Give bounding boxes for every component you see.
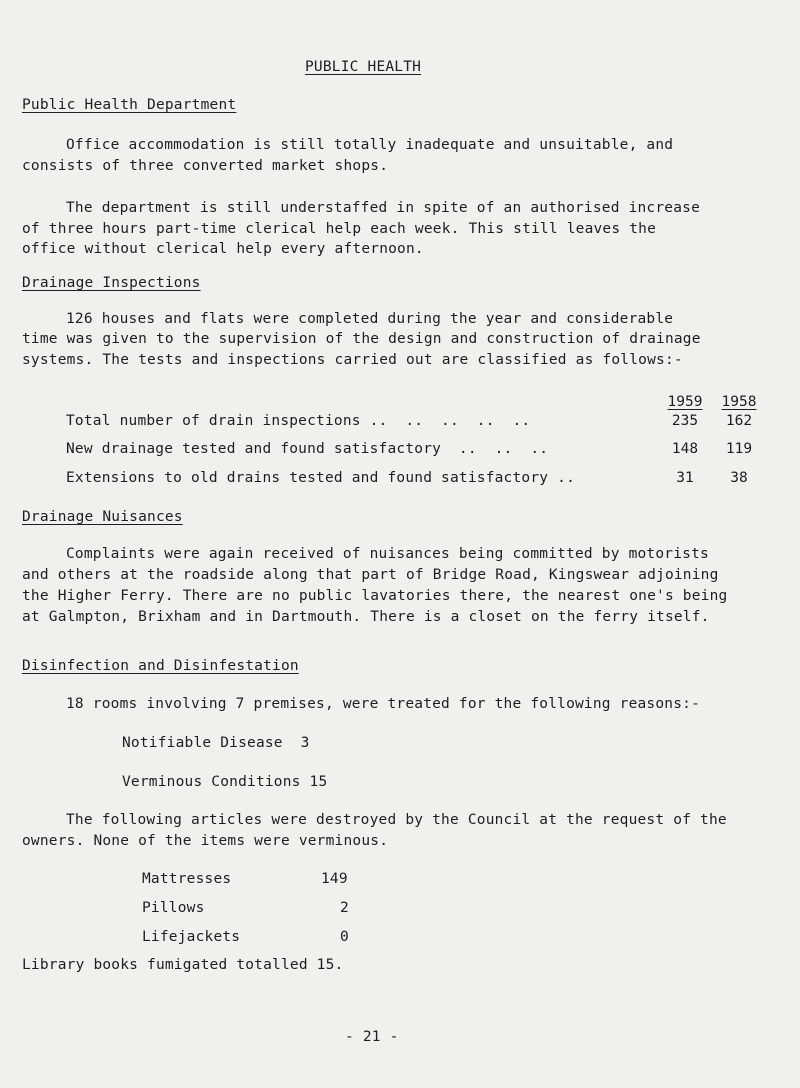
section-heading-drainage-inspections: Drainage Inspections xyxy=(22,275,201,291)
table-cell-1959: 31 xyxy=(676,470,694,486)
paragraph-line: Office accommodation is still totally inadequate and unsuitable, and xyxy=(66,137,674,153)
table-row-label: Extensions to old drains tested and found satisfactory .. xyxy=(66,470,575,486)
reason-item: Verminous Conditions 15 xyxy=(122,774,328,790)
paragraph-line: at Galmpton, Brixham and in Dartmouth. There is a closet on the ferry itself. xyxy=(22,609,710,625)
paragraph-line: and others at the roadside along that part of Bridge Road, Kingswear adjoining xyxy=(22,567,719,583)
list-item-value: 2 xyxy=(340,900,349,916)
table-row-label: New drainage tested and found satisfactory .. .. .. xyxy=(66,441,549,457)
paragraph-line: time was given to the supervision of the design and construction of drainage xyxy=(22,331,701,347)
paragraph-line: owners. None of the items were verminous. xyxy=(22,833,389,849)
table-cell-1958: 38 xyxy=(730,470,748,486)
paragraph-line: Library books fumigated totalled 15. xyxy=(22,957,344,973)
table-cell-1959: 235 xyxy=(671,413,699,429)
paragraph-line: the Higher Ferry. There are no public lavatories there, the nearest one's being xyxy=(22,588,728,604)
paragraph-line: systems. The tests and inspections carried out are classified as follows:- xyxy=(22,352,683,368)
section-heading-department: Public Health Department xyxy=(22,97,237,113)
table-cell-1959: 148 xyxy=(671,441,699,457)
paragraph-line: The department is still understaffed in spite of an authorised increase xyxy=(66,200,701,216)
reason-item: Notifiable Disease 3 xyxy=(122,735,310,751)
paragraph-line: 126 houses and flats were completed during the year and considerable xyxy=(66,311,674,327)
section-heading-drainage-nuisances: Drainage Nuisances xyxy=(22,509,183,525)
paragraph-line: of three hours part-time clerical help each week. This still leaves the xyxy=(22,221,657,237)
list-item-label: Pillows xyxy=(142,900,205,916)
section-heading-disinfection: Disinfection and Disinfestation xyxy=(22,658,299,674)
paragraph-line: consists of three converted market shops. xyxy=(22,158,389,174)
list-item-label: Lifejackets xyxy=(142,929,241,945)
list-item-value: 149 xyxy=(321,871,348,887)
paragraph-line: 18 rooms involving 7 premises, were treated for the following reasons:- xyxy=(66,696,701,712)
page-number: - 21 - xyxy=(345,1029,399,1045)
paragraph-line: The following articles were destroyed by the Council at the request of the xyxy=(66,812,727,828)
list-item-value: 0 xyxy=(340,929,349,945)
table-cell-1958: 119 xyxy=(725,441,753,457)
table-cell-1958: 162 xyxy=(725,413,753,429)
paragraph-line: office without clerical help every afternoon. xyxy=(22,241,424,257)
table-header-1958: 1958 xyxy=(721,394,757,410)
table-row-label: Total number of drain inspections .. .. .. .. .. xyxy=(66,413,531,429)
table-header-1959: 1959 xyxy=(667,394,703,410)
list-item-label: Mattresses xyxy=(142,871,232,887)
paragraph-line: Complaints were again received of nuisances being committed by motorists xyxy=(66,546,709,562)
page-title: PUBLIC HEALTH xyxy=(305,59,422,75)
